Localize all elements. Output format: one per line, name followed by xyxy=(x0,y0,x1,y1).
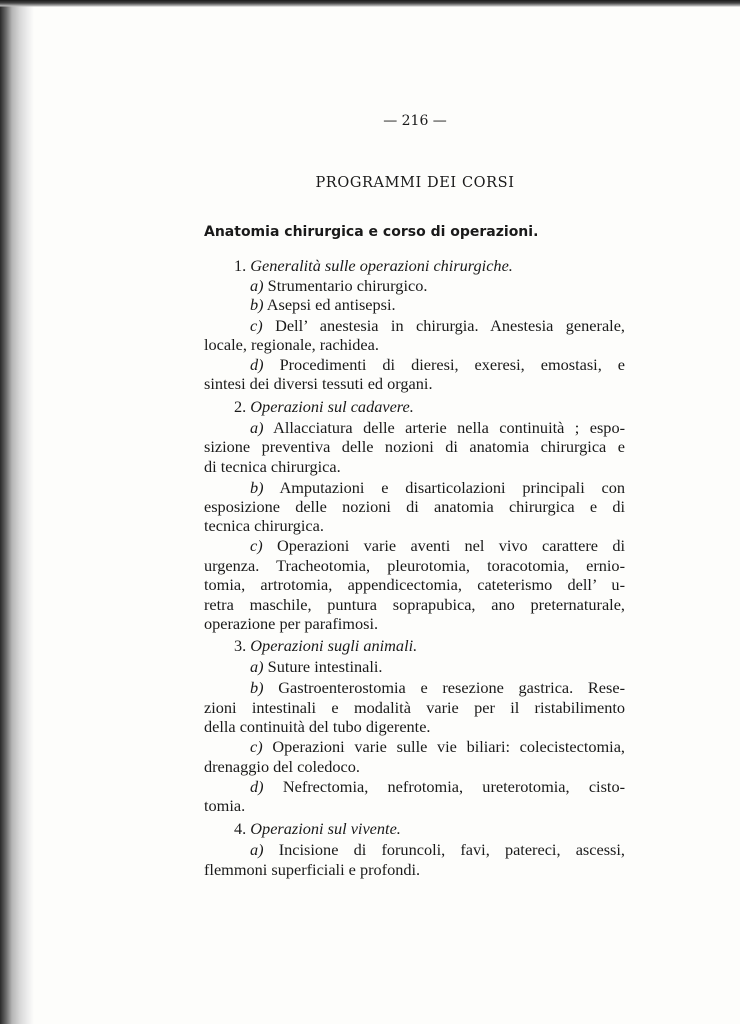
list-item-continuation xyxy=(204,757,625,777)
list-item-continuation xyxy=(204,556,625,576)
list-item xyxy=(250,737,625,757)
item-text: zioni intestinali e modalità varie per il ristabilimento xyxy=(204,698,625,717)
list-item xyxy=(250,777,625,797)
list-item-continuation xyxy=(204,335,625,355)
list-item xyxy=(250,418,625,438)
item-text: flemmoni superficiali e profondi. xyxy=(204,860,421,879)
list-item xyxy=(250,316,625,336)
list-item xyxy=(250,276,625,296)
item-text: della continuità del tubo digerente. xyxy=(204,717,431,736)
item-text: tomia, artrotomia, appendicectomia, cateterismo dell’ u- xyxy=(204,575,625,594)
item-label: a) xyxy=(250,418,264,437)
list-item-continuation xyxy=(204,595,625,615)
list-item xyxy=(250,657,625,677)
item-text: Amputazioni e disarticolazioni principali con xyxy=(279,478,625,497)
scan-binding-edge xyxy=(0,0,34,1024)
section-number: 2. xyxy=(234,397,247,416)
item-label: b) xyxy=(250,678,264,697)
item-text: urgenza. Tracheotomia, pleurotomia, toracotomia, ernio- xyxy=(204,556,625,575)
section-number: 3. xyxy=(234,636,247,655)
list-item-continuation xyxy=(204,457,625,477)
list-item xyxy=(250,478,625,498)
list-item-continuation xyxy=(204,437,625,457)
item-label: d) xyxy=(250,777,264,796)
course-title: Anatomia chirurgica e corso di operazioni. xyxy=(204,224,539,240)
page-number: — 216 — xyxy=(383,113,447,129)
section-heading xyxy=(234,256,625,276)
list-item xyxy=(250,295,625,315)
section-heading xyxy=(234,636,625,656)
item-text: Allacciatura delle arterie nella continuità ; espo- xyxy=(273,418,625,437)
item-text: Incisione di foruncoli, favi, patereci, ascessi, xyxy=(278,840,625,859)
list-item xyxy=(250,536,625,556)
section-heading xyxy=(234,397,625,417)
item-label: a) xyxy=(250,657,264,676)
item-text: Operazioni varie aventi nel vivo carattere di xyxy=(276,536,625,555)
list-item-continuation xyxy=(204,374,625,394)
list-item-continuation xyxy=(204,497,625,517)
item-label: c) xyxy=(250,737,263,756)
item-text: Dell’ anestesia in chirurgia. Anestesia generale, xyxy=(275,316,625,335)
item-text: Operazioni varie sulle vie biliari: colecistectomia, xyxy=(272,737,625,756)
list-item-continuation xyxy=(204,717,625,737)
item-text: tecnica chirurgica. xyxy=(204,516,324,535)
item-text: Nefrectomia, nefrotomia, ureterotomia, cisto- xyxy=(282,777,625,796)
section-title: Operazioni sul cadavere. xyxy=(250,397,414,416)
item-text: drenaggio del coledoco. xyxy=(204,757,360,776)
item-text: locale, regionale, rachidea. xyxy=(204,335,379,354)
scan-top-edge xyxy=(0,0,740,7)
item-text: operazione per parafimosi. xyxy=(204,614,379,633)
item-text: Strumentario chirurgico. xyxy=(267,276,428,295)
item-text: tomia. xyxy=(204,796,246,815)
item-text: Procedimenti di dieresi, exeresi, emostasi, e xyxy=(279,355,625,374)
page-heading: PROGRAMMI DEI CORSI xyxy=(315,175,515,191)
item-text: Asepsi ed antisepsi. xyxy=(266,295,396,314)
section-heading xyxy=(234,819,625,839)
item-text: Suture intestinali. xyxy=(267,657,383,676)
section-title: Operazioni sul vivente. xyxy=(250,819,401,838)
item-text: Gastroenterostomia e resezione gastrica. Rese- xyxy=(278,678,625,697)
list-item-continuation xyxy=(204,516,625,536)
item-label: a) xyxy=(250,276,264,295)
item-text: sizione preventiva delle nozioni di anatomia chirurgica e xyxy=(204,437,625,456)
item-label: c) xyxy=(250,316,263,335)
item-label: b) xyxy=(250,295,264,314)
list-item xyxy=(250,355,625,375)
item-text: di tecnica chirurgica. xyxy=(204,457,341,476)
list-item xyxy=(250,678,625,698)
list-item-continuation xyxy=(204,860,625,880)
item-text: retra maschile, puntura soprapubica, ano preternaturale, xyxy=(204,595,625,614)
item-text: sintesi dei diversi tessuti ed organi. xyxy=(204,374,433,393)
section-number: 4. xyxy=(234,819,247,838)
section-number: 1. xyxy=(234,256,247,275)
item-label: a) xyxy=(250,840,264,859)
section-title: Operazioni sugli animali. xyxy=(250,636,418,655)
item-label: c) xyxy=(250,536,263,555)
list-item-continuation xyxy=(204,698,625,718)
section-title: Generalità sulle operazioni chirurgiche. xyxy=(250,256,513,275)
list-item xyxy=(250,840,625,860)
item-label: d) xyxy=(250,355,264,374)
list-item-continuation xyxy=(204,575,625,595)
list-item-continuation xyxy=(204,796,625,816)
item-label: b) xyxy=(250,478,264,497)
list-item-continuation xyxy=(204,614,625,634)
item-text: esposizione delle nozioni di anatomia chirurgica e di xyxy=(204,497,625,516)
